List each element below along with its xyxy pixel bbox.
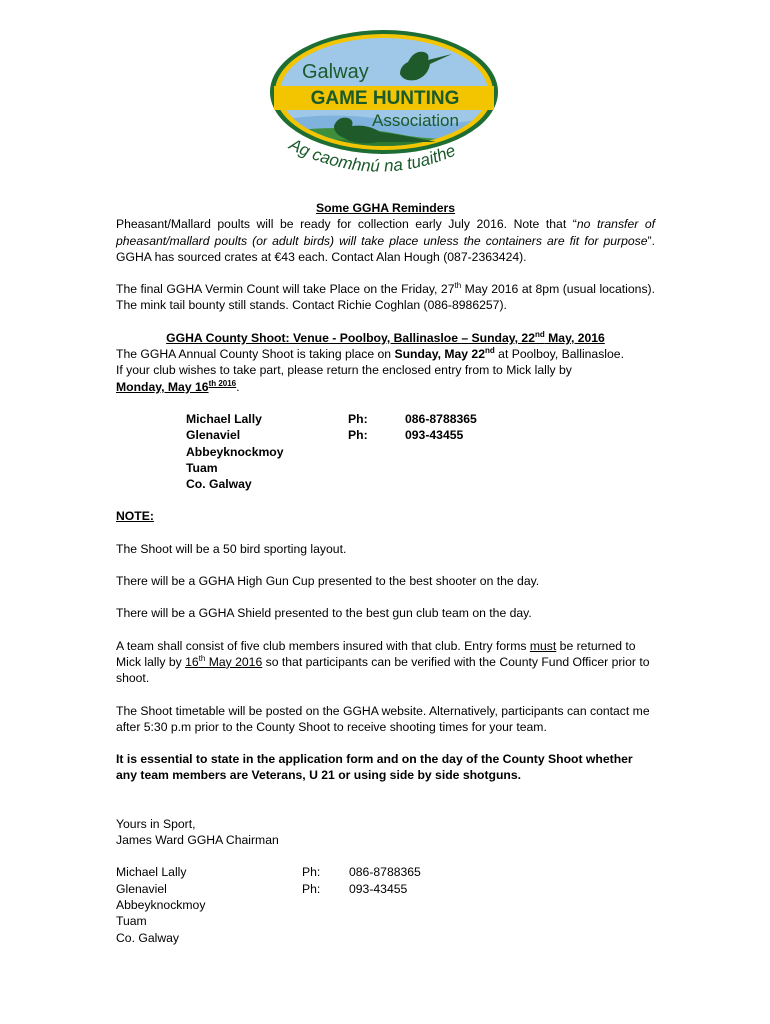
note-team-rules: A team shall consist of five club members insured with that club. Entry forms must be returned to Mick lally by 16th May 2016 so that participants can be verified with the County Fund Officer prior to shoot.	[116, 638, 650, 686]
signoff-phone-1: 086-8788365	[349, 865, 421, 880]
contact-address-line: Co. Galway	[186, 477, 252, 492]
signoff-phone-2: 093-43455	[349, 881, 408, 896]
note-high-gun-cup: There will be a GGHA High Gun Cup presented to the best shooter on the day.	[116, 574, 540, 589]
reminders-paragraph-1: Pheasant/Mallard poults will be ready for collection early July 2016. Note that “no transfer of pheasant/mallard poults (or adult birds) will take place unless the containers are fit for purpose”. GGHA has sourced crates at €43 each. Contact Alan Hough (087-2363424).	[116, 217, 656, 264]
signoff-line-1: Yours in Sport,	[116, 816, 196, 831]
signoff-address-line: Co. Galway	[116, 930, 179, 945]
signoff-ph-label: Ph:	[302, 865, 321, 880]
signoff-contact-block	[116, 864, 655, 945]
reminders-heading: Some GGHA Reminders	[315, 201, 456, 215]
signoff-address-line: Glenaviel	[116, 881, 167, 896]
signoff-address-line: Abbeyknockmoy	[116, 897, 206, 912]
note-layout: The Shoot will be a 50 bird sporting layout.	[116, 541, 347, 556]
contact-ph-label: Ph:	[348, 428, 368, 443]
ggha-logo	[268, 30, 502, 200]
logo-line-3: Association	[372, 111, 459, 130]
logo-line-1: Galway	[302, 61, 369, 83]
signoff-name: Michael Lally	[116, 865, 187, 880]
note-timetable: The Shoot timetable will be posted on the GGHA website. Alternatively, participants can contact me after 5:30 p.m prior to the County Shoot to receive shooting times for your team.	[116, 703, 650, 734]
contact-address-line: Abbeyknockmoy	[186, 444, 284, 459]
signoff-line-2: James Ward GGHA Chairman	[116, 833, 279, 848]
contact-address-line: Tuam	[186, 460, 218, 475]
logo-line-2: GAME HUNTING	[310, 88, 460, 109]
county-shoot-deadline: Monday, May $16^{th 2016}$.	[116, 378, 240, 394]
logo-motto: Ag caomhnú na tuaithe	[286, 134, 459, 176]
county-shoot-heading: GGHA County Shoot: Venue - Poolboy, Ballinasloe – Sunday, 22nd May, 2016	[166, 329, 605, 345]
county-shoot-intro: The GGHA Annual County Shoot is taking place on Sunday, May 22nd at Poolboy, Ballinasloe.	[116, 346, 624, 362]
contact-ph-label: Ph:	[348, 411, 368, 426]
contact-phone-1: 086-8788365	[405, 411, 477, 426]
note-essential: It is essential to state in the application form and on the day of the County Shoot whether any team members are Veterans, U 21 or using side by side shotguns.	[116, 752, 633, 783]
signoff-ph-label: Ph:	[302, 881, 321, 896]
reminders-paragraph-2: The final GGHA Vermin Count will take Place on the Friday, 27th May 2016 at 8pm (usual locations). The mink tail bounty still stands. Contact Richie Coghlan (086-8986257).	[116, 281, 655, 313]
entry-contact-block	[186, 411, 655, 492]
signoff-address-line: Tuam	[116, 914, 147, 929]
contact-address-line: Glenaviel	[186, 428, 241, 443]
note-heading: NOTE:	[116, 509, 154, 524]
letter-body	[116, 200, 655, 946]
note-shield: There will be a GGHA Shield presented to the best gun club team on the day.	[116, 606, 532, 621]
county-shoot-entry: If your club wishes to take part, please return the enclosed entry from to Mick lally by	[116, 363, 572, 378]
contact-name: Michael Lally	[186, 411, 262, 426]
contact-phone-2: 093-43455	[405, 428, 464, 443]
